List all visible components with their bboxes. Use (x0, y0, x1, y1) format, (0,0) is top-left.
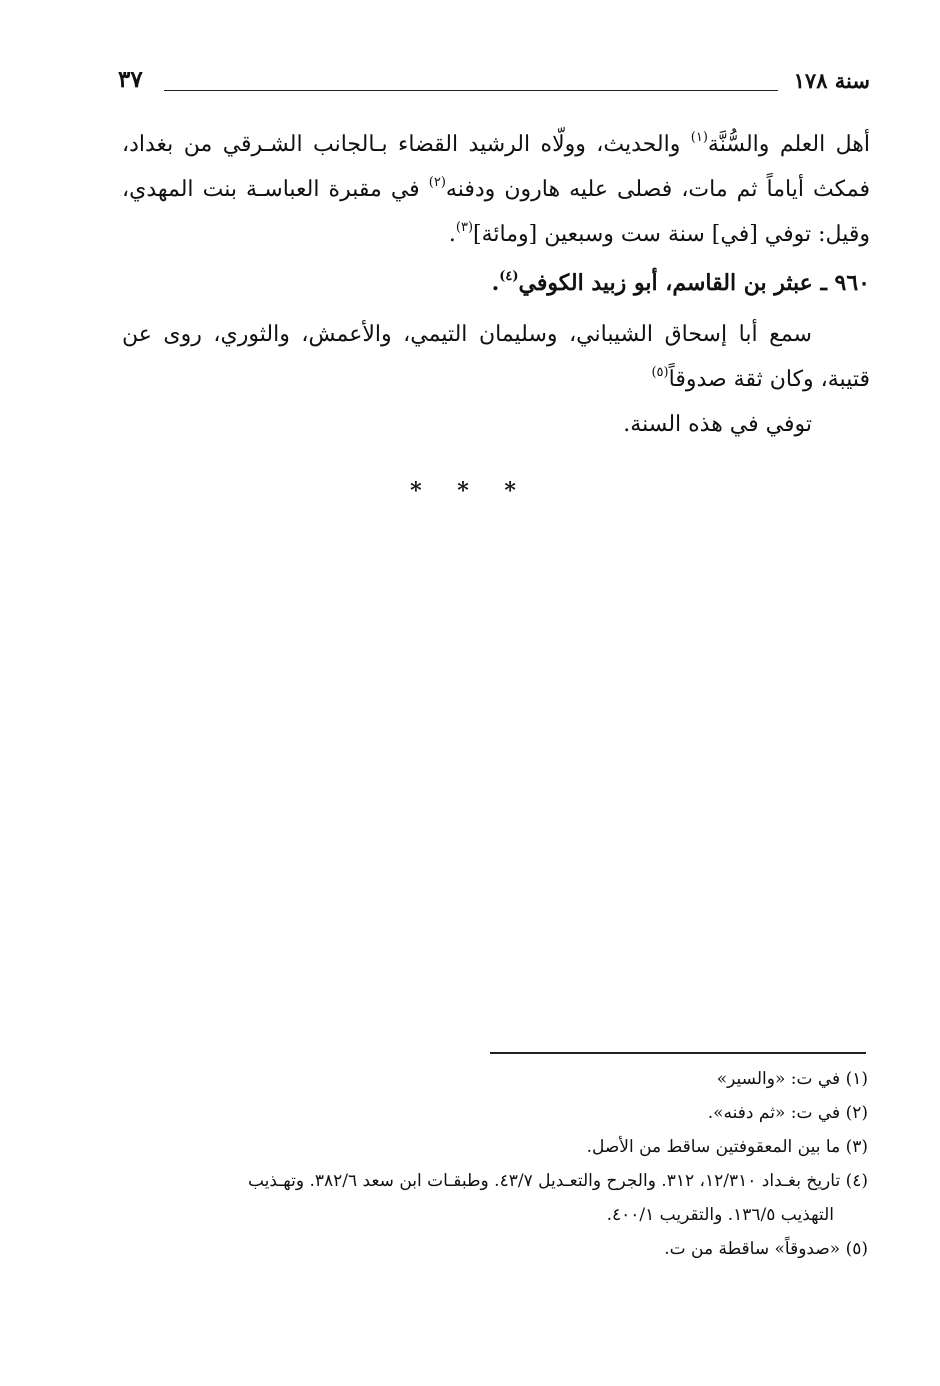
footnote-4-continued: التهذيب ١٣٦/٥. والتقريب ٤٠٠/١. (606, 1205, 834, 1225)
page-header (118, 68, 870, 104)
page-number: ٣٧ (118, 66, 143, 93)
entry-heading (122, 261, 870, 306)
text-run: في مقبرة العباسـة بنت المهدي، (122, 177, 429, 202)
text-run: أهل العلم والسُّنَّة (707, 132, 871, 157)
text-run: والحديث، وولّاه الرشيد القضاء بـالجانب الشـرقي من بغداد، (122, 132, 691, 157)
running-title: سنة ١٧٨ (793, 68, 870, 93)
text-run: فمكث أياماً ثم مات، فصلى عليه هارون ودفنه (445, 177, 870, 202)
paragraph-3: توفي في هذه السنة. (623, 412, 812, 437)
footnotes (118, 1062, 868, 1266)
footnote-ref-2: (٢) (428, 175, 446, 190)
footnote-rule (490, 1052, 866, 1054)
footnote-4: (٤) تاريخ بغـداد ١٢/٣١٠، ٣١٢. والجرح والتعـديل ٤٣/٧. وطبقـات ابن سعد ٣٨٢/٦. وتهـذيب (247, 1171, 868, 1191)
footnote-ref-4: (٤) (499, 269, 519, 284)
main-text (122, 122, 870, 447)
footnote-ref-1: (١) (690, 130, 708, 145)
text-run: . (491, 270, 500, 296)
footnote-ref-3: (٣) (455, 220, 474, 235)
entry-title: ٩٦٠ ـ عبثر بن القاسم، أبو زبيد الكوفي (518, 270, 870, 296)
text-run: سمع أبا إسحاق الشيباني، وسليمان التيمي، والأعمش، والثوري، روى عن قتيبة، وكان ثقة صدوقاً (122, 322, 870, 392)
footnote-1: (١) في ت: «والسير» (716, 1069, 868, 1089)
footnote-3: (٣) ما بين المعقوفتين ساقط من الأصل. (586, 1137, 868, 1157)
footnote-5: (٥) «صدوقاً» ساقطة من ت. (664, 1239, 868, 1259)
section-separator: * * * (410, 478, 530, 504)
paragraph-2 (122, 312, 870, 402)
text-run: . (448, 222, 456, 247)
footnote-2: (٢) في ت: «ثم دفنه». (707, 1103, 868, 1123)
header-rule (164, 90, 778, 91)
paragraph-1 (122, 122, 870, 257)
footnote-ref-5: (٥) (651, 365, 669, 380)
text-run: وقيل: توفي [في] سنة ست وسبعين [ومائة] (473, 222, 870, 247)
